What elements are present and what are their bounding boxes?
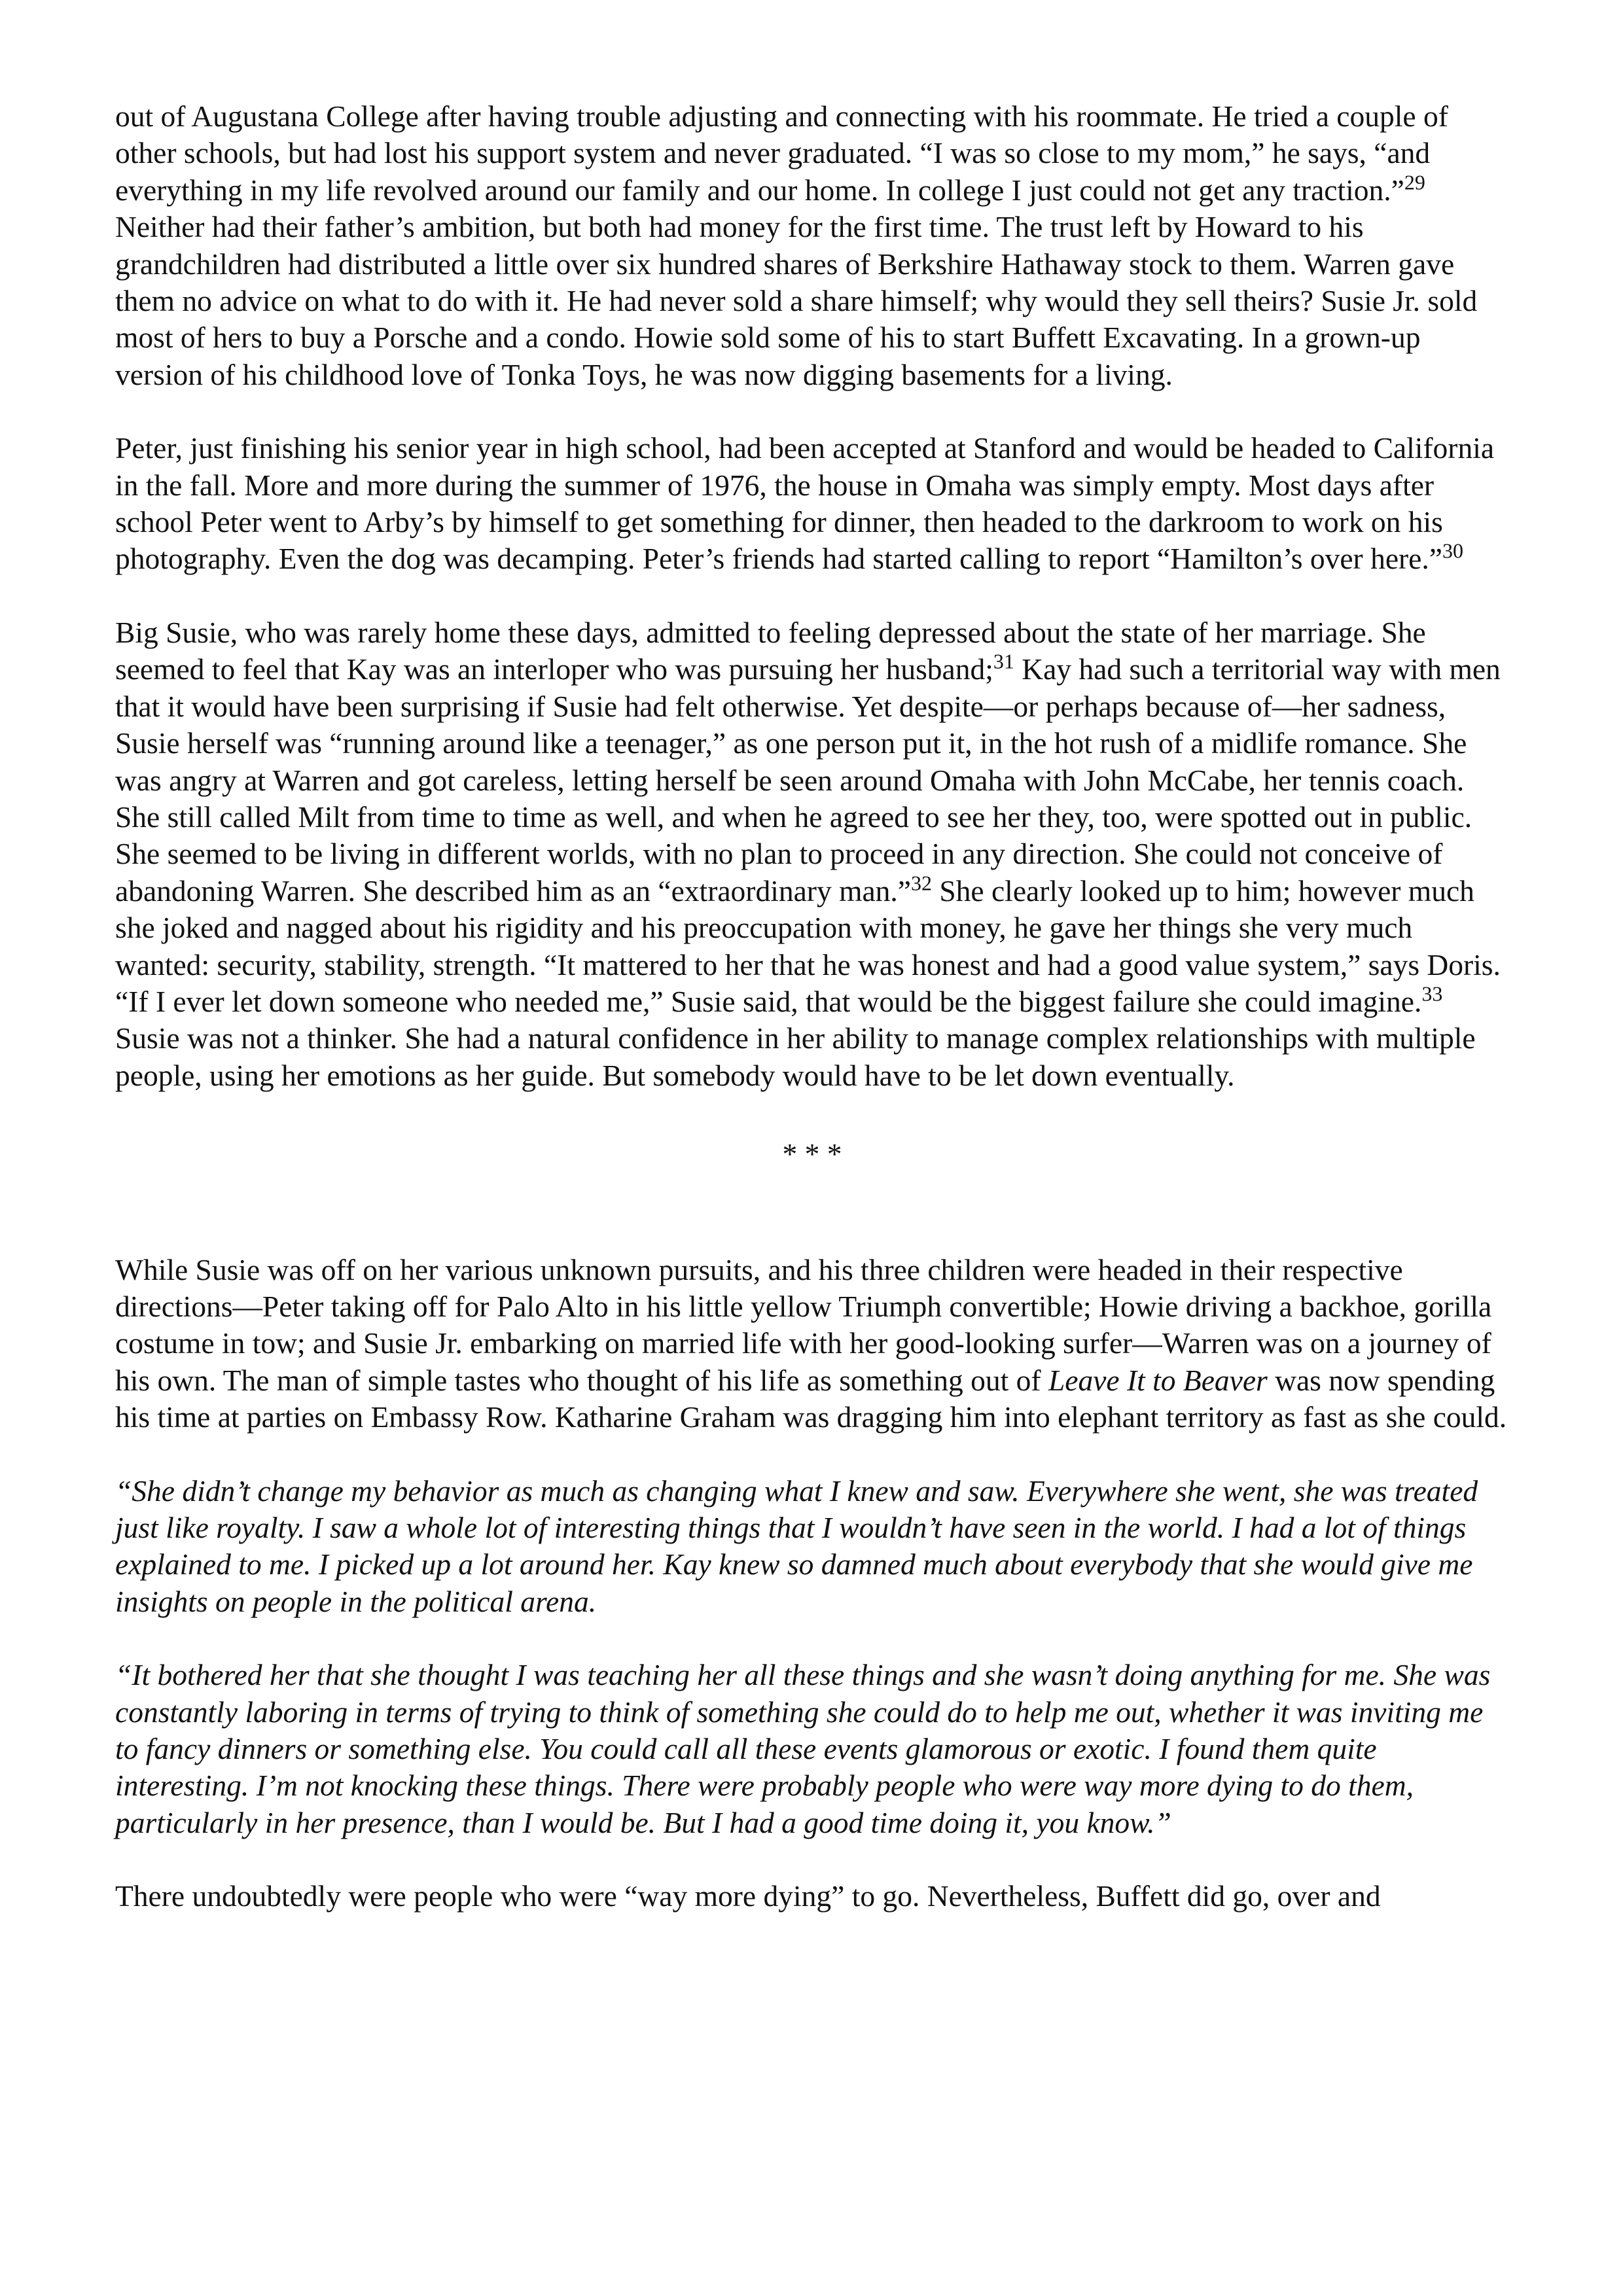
- paragraph-text: was now spending his time at parties on Embassy Row. Katharine Graham was dragging him into elephant territory as fast as she could.: [115, 1363, 1507, 1434]
- paragraph-text: Big Susie, who was rarely home these days, admitted to feeling depressed about the state of her marriage. She seemed to feel that Kay was an interloper who was pursuing her husband;: [115, 615, 1426, 686]
- footnote-marker: 32: [910, 871, 932, 895]
- paragraph-text: Kay had such a territorial way with men that it would have been surprising if Susie had felt otherwise. Yet despite—or perhaps because of—her sadness, Susie herself was “running around like a teenager,” as one person put it, in the hot rush of a midlife romance. She was angry at Warren and got careless, letting herself be seen around Omaha with John McCabe, her tennis coach. She still called Milt from time to time as well, and when he agreed to see her they, too, were spotted out in public. She seemed to be living in different worlds, with no plan to proceed in any direction. She could not conceive of abandoning Warren. She described him as an “extraordinary man.”: [115, 652, 1501, 908]
- book-title: Leave It to Beaver: [1048, 1363, 1268, 1397]
- footnote-marker: 31: [993, 649, 1014, 673]
- paragraph-warren-journey: [115, 1252, 1509, 1436]
- book-page: [115, 98, 1509, 1915]
- paragraph-text: While Susie was off on her various unknown pursuits, and his three children were headed in their respective directions—Peter taking off for Palo Alto in his little yellow Triumph convertible; Howie driving a backhoe, gorilla costume in tow; and Susie Jr. embarking on married life with her good-looking surfer—Warren was on a journey of his own. The man of simple tastes who thought of his life as something out of: [115, 1252, 1492, 1397]
- paragraph-text: out of Augustana College after having trouble adjusting and connecting with his roommate. He tried a couple of other schools, but had lost his support system and never graduated. “I was so close to my mom,” he says, “and everything in my life revolved around our family and our home. In college I just could not get any traction.”: [115, 99, 1448, 207]
- quote-paragraph-dinners: “It bothered her that she thought I was teaching her all these things and she wasn’t doing anything for me. She was constantly laboring in terms of trying to think of something she could do to help me out, whether it was inviting me to fancy dinners or something else. You could call all these events glamorous or exotic. I found them quite interesting. I’m not knocking these things. There were probably people who were way more dying to do them, particularly in her presence, than I would be. But I had a good time doing it, you know.”: [115, 1658, 1491, 1839]
- footnote-marker: 33: [1421, 981, 1443, 1006]
- section-separator: * * *: [782, 1137, 842, 1171]
- paragraph-children-money: [115, 98, 1509, 393]
- paragraph-text: She clearly looked up to him; however much she joked and nagged about his rigidity and his preoccupation with money, he gave her things she very much wanted: security, stability, strength. “It mattered to her that he was honest and had a good value system,” says Doris. “If I ever let down someone who needed me,” Susie said, that would be the biggest failure she could imagine.: [115, 874, 1501, 1018]
- quote-paragraph-royalty: “She didn’t change my behavior as much as changing what I knew and saw. Everywhere she went, she was treated just like royalty. I saw a whole lot of interesting things that I wouldn’t have seen in the world. I had a lot of things explained to me. I picked up a lot around her. Kay knew so damned much about everybody that she would give me insights on people in the political arena.: [115, 1474, 1478, 1618]
- paragraph-way-more-dying: There undoubtedly were people who were “way more dying” to go. Nevertheless, Buffett did go, over and: [115, 1879, 1381, 1913]
- footnote-marker: 29: [1404, 170, 1425, 194]
- paragraph-big-susie: [115, 614, 1509, 1094]
- paragraph-text: Susie was not a thinker. She had a natural confidence in her ability to manage complex relationships with multiple people, using her emotions as her guide. But somebody would have to be let down eventually.: [115, 1021, 1476, 1092]
- paragraph-peter-stanford: [115, 430, 1509, 578]
- footnote-marker: 30: [1442, 539, 1463, 563]
- paragraph-text: Peter, just finishing his senior year in high school, had been accepted at Stanford and would be headed to California in the fall. More and more during the summer of 1976, the house in Omaha was simply empty. Most days after school Peter went to Arby’s by himself to get something for dinner, then headed to the darkroom to work on his photography. Even the dog was decamping. Peter’s friends had started calling to report “Hamilton’s over here.”: [115, 431, 1495, 576]
- paragraph-text: Neither had their father’s ambition, but both had money for the first time. The trust left by Howard to his grandchildren had distributed a little over six hundred shares of Berkshire Hathaway stock to them. Warren gave them no advice on what to do with it. He had never sold a share himself; why would they sell theirs? Susie Jr. sold most of hers to buy a Porsche and a condo. Howie sold some of his to start Buffett Excavating. In a grown-up version of his childhood love of Tonka Toys, he was now digging basements for a living.: [115, 210, 1478, 391]
